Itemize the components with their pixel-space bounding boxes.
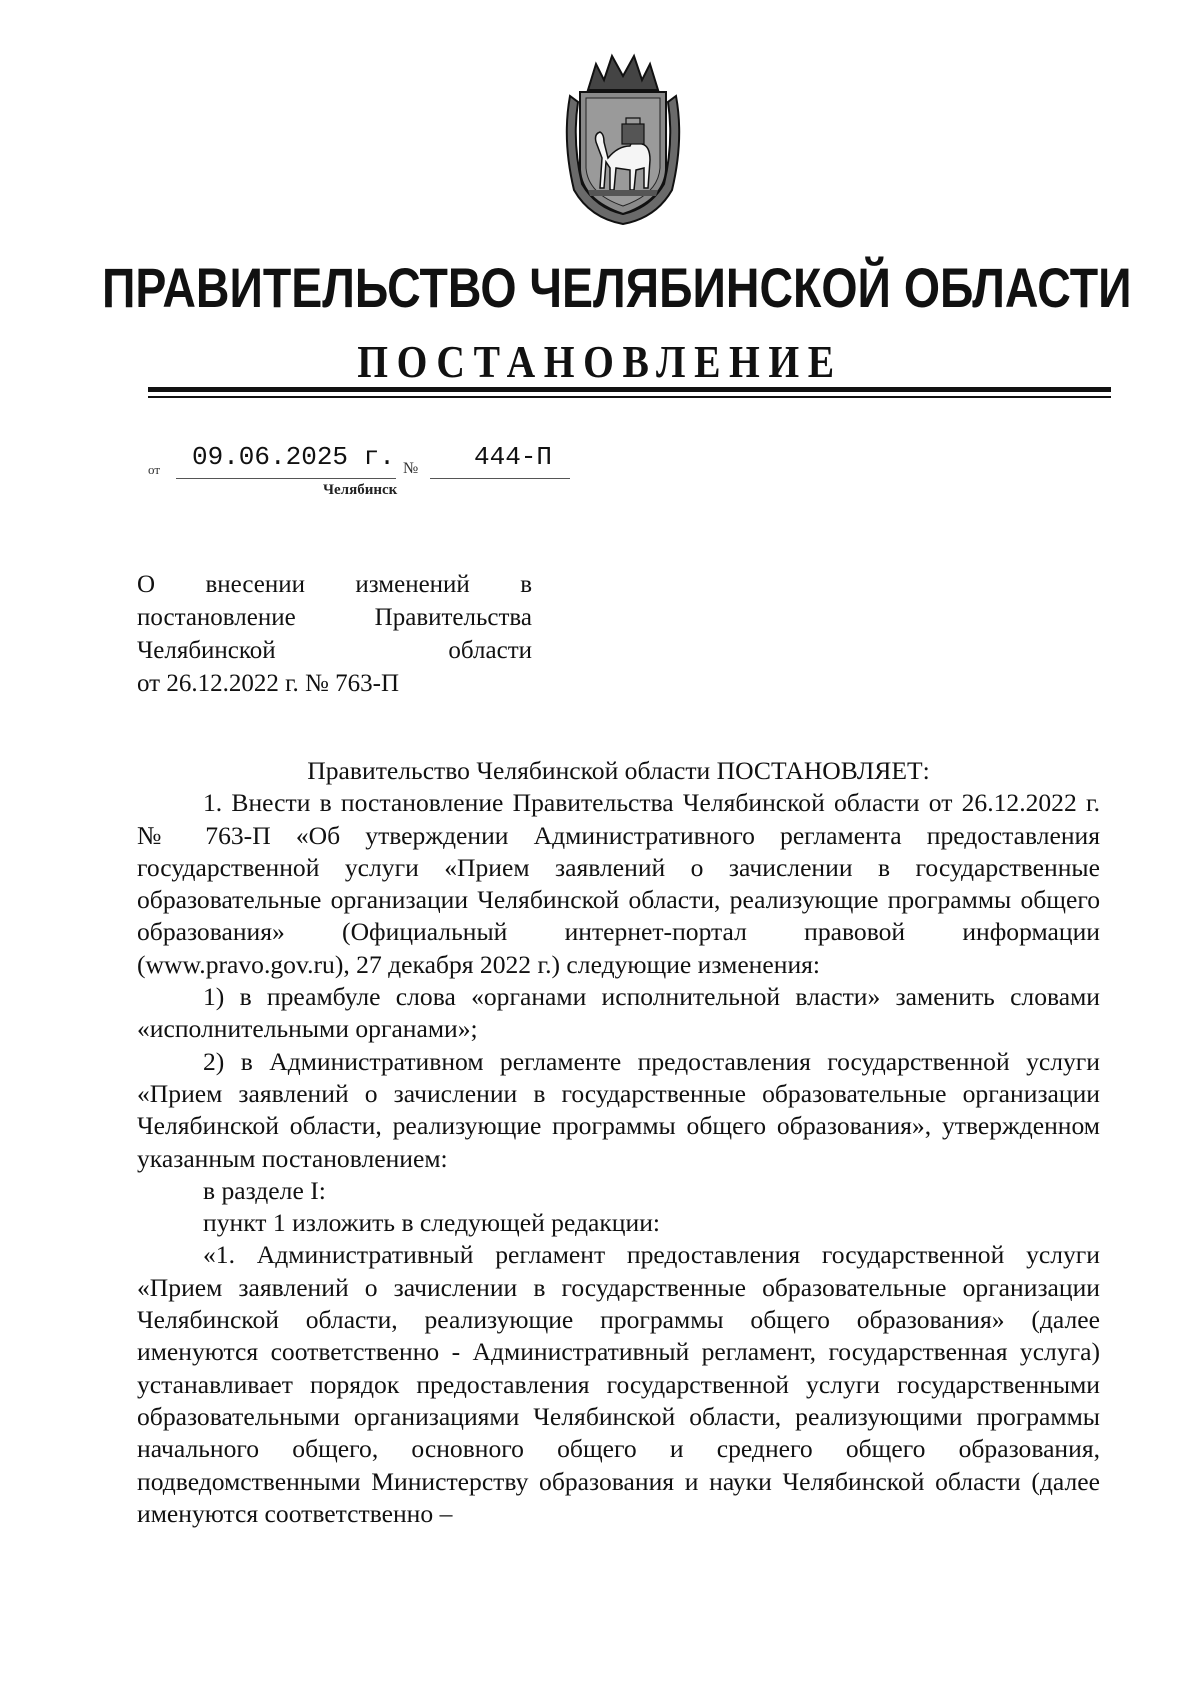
body-paragraph: 1. Внести в постановление Правительства Челябинской области от 26.12.2022 г. № 763-П «Об утверждении Административного регламента предоставления государственной услуги «Прием заявлений о зачислении в государственные образовательные организации Челябинской области, реализующие программы общего образования» (Официальный интернет-портал правовой информации (www.pravo.gov.ru), 27 декабря 2022 г.) следующие изменения: xyxy=(137,788,1100,979)
document-date: 09.06.2025 г. xyxy=(192,442,395,472)
header-divider-thin xyxy=(148,396,1111,398)
subject-line: Челябинской области xyxy=(137,637,532,664)
body-paragraph: «1. Административный регламент предоставления государственной услуги «Прием заявлений о зачислении в государственные образовательные организации Челябинской области, реализующие программы общего образования» (далее именуются соответственно - Административный регламент, государственная услуга) устанавливает порядок предоставления государственной услуги государственными образовательными организациями Челябинской области, реализующими программы начального общего, основного общего и среднего общего образования, подведомственными Министерству образования и науки Челябинской области (далее именуются соответственно – xyxy=(137,1240,1100,1528)
document-type-title: ПОСТАНОВЛЕНИЕ xyxy=(357,336,843,387)
document-number: 444-П xyxy=(474,442,553,472)
number-label: № xyxy=(403,460,419,477)
resolution-preamble: Правительство Челябинской области ПОСТАНОВЛЯЕТ: xyxy=(307,756,930,785)
subject-line: от 26.12.2022 г. № 763-П xyxy=(137,670,400,697)
subject-line: О внесении изменений в xyxy=(137,571,532,598)
body-paragraph: пункт 1 изложить в следующей редакции: xyxy=(203,1208,661,1238)
date-label: от xyxy=(148,462,161,477)
subject-line: постановление Правительства xyxy=(137,604,532,631)
body-paragraph: 2) в Административном регламенте предоставления государственной услуги «Прием заявлений о зачислении в государственные образовательные организации Челябинской области, реализующие программы общего образования», утвержденном указанным постановлением: xyxy=(137,1046,1100,1173)
body-paragraph: 1) в преамбуле слова «органами исполнительной власти» заменить словами «исполнительными органами»; xyxy=(137,982,1100,1044)
chelyabinsk-coat-of-arms-icon xyxy=(560,50,686,226)
body-paragraph: в разделе I: xyxy=(203,1175,326,1205)
document-subject xyxy=(137,568,532,700)
government-name: ПРАВИТЕЛЬСТВО ЧЕЛЯБИНСКОЙ ОБЛАСТИ xyxy=(102,256,1132,319)
number-underline xyxy=(430,478,570,479)
date-underline xyxy=(176,478,396,479)
document-city: Челябинск xyxy=(323,482,398,498)
document-body xyxy=(137,755,1100,1530)
header-divider-thick xyxy=(148,387,1111,392)
